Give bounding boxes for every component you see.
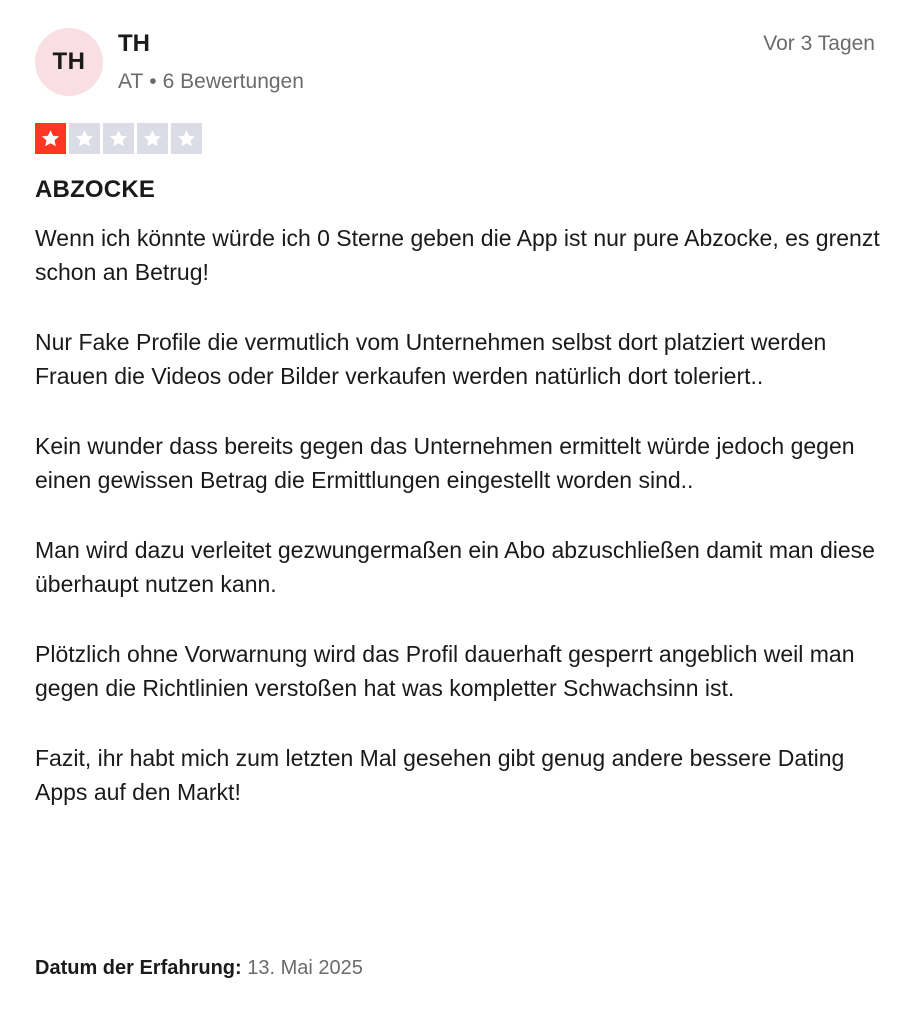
review-paragraph: Man wird dazu verleitet gezwungermaßen ein Abo abzuschließen damit man diese überhaupt nutzen kann.: [35, 537, 875, 597]
star-icon: [74, 128, 95, 149]
review-posted-date: Vor 3 Tagen: [763, 32, 875, 55]
review-paragraph: Nur Fake Profile die vermutlich vom Unternehmen selbst dort platziert werden Frauen die Videos oder Bilder verkaufen werden natürlich dort toleriert..: [35, 329, 827, 389]
star-icon-3: [103, 123, 134, 154]
experience-date-label: Datum der Erfahrung:: [35, 957, 242, 979]
reviewer-name[interactable]: TH: [118, 30, 150, 57]
experience-date-value: 13. Mai 2025: [247, 957, 363, 979]
star-icon: [108, 128, 129, 149]
avatar[interactable]: [35, 28, 103, 96]
reviewer-review-count: 6 Bewertungen: [162, 70, 304, 93]
reviewer-meta: [118, 70, 304, 94]
star-icon: [176, 128, 197, 149]
meta-separator: •: [149, 70, 157, 93]
star-icon-5: [171, 123, 202, 154]
star-rating: [35, 123, 202, 154]
star-icon-2: [69, 123, 100, 154]
experience-date: [35, 957, 363, 980]
star-icon-4: [137, 123, 168, 154]
review-paragraph: Wenn ich könnte würde ich 0 Sterne geben die App ist nur pure Abzocke, es grenzt schon an Betrug!: [35, 225, 880, 285]
review-paragraph: Kein wunder dass bereits gegen das Unternehmen ermittelt würde jedoch gegen einen gewissen Betrag die Ermittlungen eingestellt worden sind..: [35, 433, 855, 493]
star-icon-1: [35, 123, 66, 154]
review-body: [35, 221, 885, 845]
review-title: ABZOCKE: [35, 176, 156, 203]
star-icon: [40, 128, 61, 149]
reviewer-country: AT: [118, 70, 144, 93]
star-icon: [142, 128, 163, 149]
review-paragraph: Plötzlich ohne Vorwarnung wird das Profil dauerhaft gesperrt angeblich weil man gegen die Richtlinien verstoßen hat was kompletter Schwachsinn ist.: [35, 641, 855, 701]
avatar-initials: TH: [52, 48, 86, 75]
review-paragraph: Fazit, ihr habt mich zum letzten Mal gesehen gibt genug andere bessere Dating Apps auf den Markt!: [35, 745, 845, 805]
